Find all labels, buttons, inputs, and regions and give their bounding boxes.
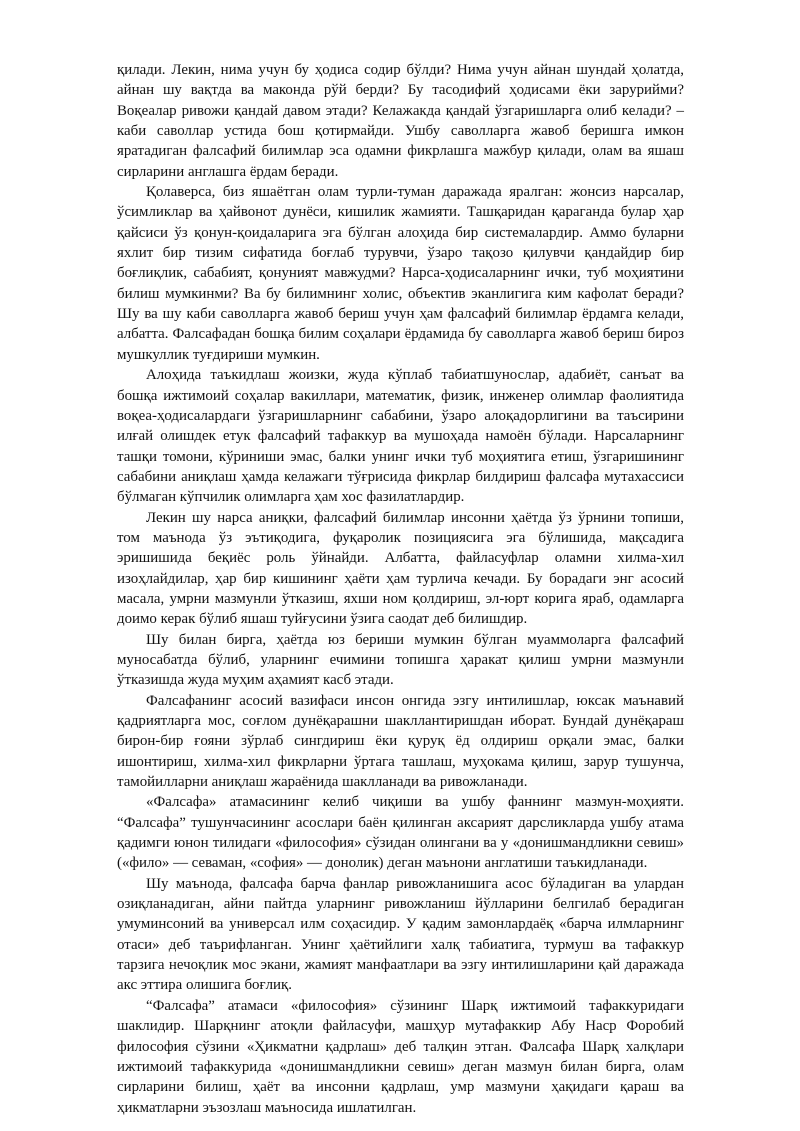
paragraph-1: қилади. Лекин, нима учун бу ҳодиса содир бўлди? Нима учун айнан шундай ҳолатда, айнан шу вақтда ва маконда рўй берди? Бу тасодифий ҳодисами ёки зарурийми? Воқеалар ривожи қандай давом этади? Келажакда қандай ўзгаришларга олиб келади? – каби саволлар устида бош қотирмайди. Ушбу саволларга жавоб беришга имкон яратадиган фалсафий билимлар эса одамни фикрлашга мажбур қилади, олам ва яшаш сирларини англашга ёрдам беради. [117, 62, 684, 180]
paragraph-9: “Фалсафа” атамаси «философия» сўзининг Шарқ ижтимоий тафаккуридаги шаклидир. Шарқнинг атоқли файласуфи, машҳур мутафаккир Абу Наср Форобий философия сўзини «Ҳикматни қадрлаш» деб талқин этган. Фалсафа Шарқ халқлари ижтимоий тафаккурида «донишмандликни севиш» деган мазмун билан бирга, олам сирларини билиш, ҳаёт ва инсонни қадрлаш, умр мазмуни ҳақидаги қараш ва ҳикматларни эъзозлаш маъносида ишлатилган. [117, 997, 684, 1116]
paragraph-4: Лекин шу нарса аниқки, фалсафий билимлар инсонни ҳаётда ўз ўрнини топиши, том маънода ўз эътиқодига, фуқаролик позициясига эга бўлишида, мақсадига эришишида беқиёс роль ўйнайди. Албатта, файласуфлар оламни хилма-хил изоҳлайдилар, ҳар бир кишининг ҳаёти ҳам турлича кечади. Бу борадаги энг асосий масала, умрни мазмунли ўтказиш, яхши ном қолдириш, эл-юрт корига яраб, одамларга доимо керак бўлиб яшаш туйғусини ўзига саодат деб билишдир. [117, 509, 684, 628]
paragraph-2: Қолаверса, биз яшаётган олам турли-туман даражада яралган: жонсиз нарсалар, ўсимликлар ва ҳайвонот дунёси, кишилик жамияти. Ташқаридан қараганда булар ҳар қайсиси ўз қонун-қоидаларига эга бўлган алоҳида бир системалардир. Аммо буларни яхлит бир тизим сифатида боғлаб турувчи, ўзаро тақозо қилувчи қандайдир бир боғлиқлик, сабабият, қонуният мавжудми? Нарса-ҳодисаларнинг ички, туб моҳиятини билиш мумкинми? Ва бу билимнинг холис, объектив эканлигига ким кафолат беради? Шу ва шу каби саволларга жавоб бериш учун ҳам фалсафий билимлар ёрдамга келади, албатта. Фалсафадан бошқа билим соҳалари ёрдамида бу саволларга жавоб бериш бироз мушкуллик туғдириши мумкин. [117, 184, 684, 363]
paragraph-6: Фалсафанинг асосий вазифаси инсон онгида эзгу интилишлар, юксак маънавий қадриятларга мос, соғлом дунёқарашни шакллантиришдан иборат. Бундай дунёқараш бирон-бир ғояни зўрлаб сингдириш ёки қуруқ ёд олдириш орқали эмас, балки ишонтириш, хилма-хил фикрларни ўртага ташлаш, муҳокама қилиш, зарур тушунча, тамойилларни аниқлаш жараёнида шаклланади ва ривожланади. [117, 692, 684, 791]
document-page [117, 60, 684, 1118]
paragraph-8: Шу маънода, фалсафа барча фанлар ривожланишига асос бўладиган ва улардан озиқланадиган, айни пайтда уларнинг ривожланиш йўлларини белгилаб берадиган умуминсоний ва универсал илм соҳасидир. У қадим замонлардаёқ «барча илмларнинг отаси» деб таърифланган. Унинг ҳаётийлиги халқ табиатига, турмуш ва тафаккур тарзига нечоқлик мос экани, жамият манфаатлари ва эзгу интилишларини қай даражада акс эттира олишига боғлиқ. [117, 875, 684, 994]
paragraph-5: Шу билан бирга, ҳаётда юз бериши мумкин бўлган муаммоларга фалсафий муносабатда бўлиб, уларнинг ечимини топишга ҳаракат қилиш умрни мазмунли ўтказишда жуда муҳим аҳамият касб этади. [117, 631, 684, 689]
paragraph-7: «Фалсафа» атамасининг келиб чиқиши ва ушбу фаннинг мазмун-моҳияти. “Фалсафа” тушунчасининг асослари баён қилинган аксарият дарсликларда ушбу атама қадимги юнон тилидаги «философия» сўзидан олингани ва у «донишмандликни севиш» («фило» — севаман, «софия» — донолик) деган маънони англатиши таъкидланади. [117, 794, 684, 872]
paragraph-3: Алоҳида таъкидлаш жоизки, жуда кўплаб табиатшунослар, адабиёт, санъат ва бошқа ижтимоий соҳалар вакиллари, математик, физик, инженер олимлар фаолиятида воқеа-ҳодисалардаги ўзгаришларнинг сабабини, ўзаро алоқадорлигини ва таъсирини илғай олишдек етук фалсафий тафаккур ва мушоҳада намоён бўлади. Нарсаларнинг ташқи томони, кўриниши эмас, балки унинг ички туб моҳиятига етиш, ўзгаришининг сабабини аниқлаш ҳамда келажаги тўғрисида фикрлар билдириш фалсафа мутахассиси бўлмаган кўпчилик олимларга ҳам хос фазилатлардир. [117, 367, 684, 506]
